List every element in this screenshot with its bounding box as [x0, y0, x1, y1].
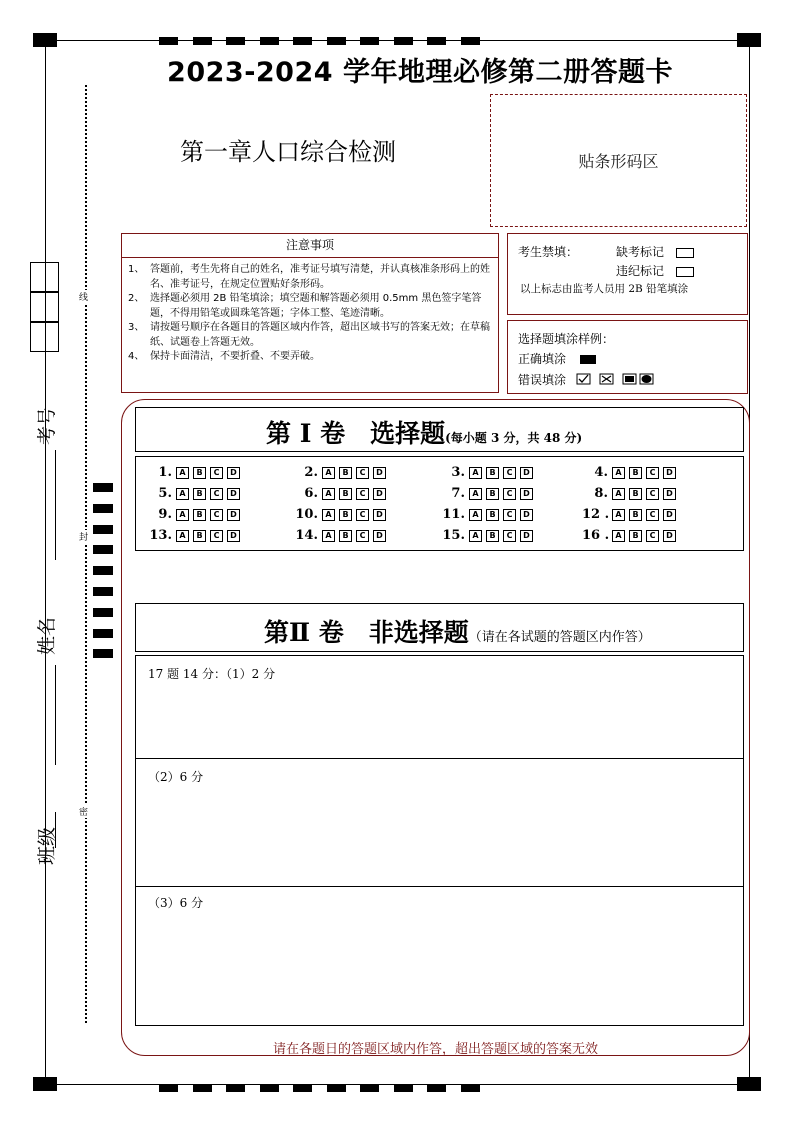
- wrong-fill-examples-icon: [576, 372, 666, 386]
- option-bubble-d[interactable]: D: [520, 530, 533, 542]
- top-timing-mark: [360, 37, 379, 45]
- option-bubble-d[interactable]: D: [373, 530, 386, 542]
- choice-question: [292, 486, 390, 501]
- option-bubble-d[interactable]: D: [663, 488, 676, 500]
- notice-item-text: 选择题必须用 2B 铅笔填涂；填空题和解答题必须用 0.5mm 黑色签字笔答题，不得用铅笔或圆珠笔答题；字体工整、笔迹清晰。: [150, 293, 482, 319]
- notice-item: [128, 321, 492, 350]
- side-timing-mark: [93, 629, 113, 638]
- side-timing-mark: [93, 525, 113, 534]
- option-bubble-a[interactable]: A: [469, 530, 482, 542]
- bottom-timing-mark: [293, 1084, 312, 1092]
- bottom-timing-mark: [394, 1084, 413, 1092]
- option-bubble-b[interactable]: B: [629, 467, 642, 479]
- option-bubble-a[interactable]: A: [469, 467, 482, 479]
- bottom-timing-mark: [327, 1084, 346, 1092]
- option-bubble-c[interactable]: C: [356, 488, 369, 500]
- top-timing-mark: [461, 37, 480, 45]
- side-timing-mark: [93, 587, 113, 596]
- option-bubble-b[interactable]: B: [339, 530, 352, 542]
- option-bubble-b[interactable]: B: [193, 467, 206, 479]
- section2-note: （请在各试题的答题区内作答）: [468, 630, 651, 645]
- option-bubble-b[interactable]: B: [486, 509, 499, 521]
- question-number: 2.: [304, 465, 318, 480]
- option-bubble-b[interactable]: B: [339, 488, 352, 500]
- option-bubble-c[interactable]: C: [356, 467, 369, 479]
- option-bubble-c[interactable]: C: [646, 530, 659, 542]
- option-bubble-a[interactable]: A: [176, 467, 189, 479]
- question-number: 12 .: [582, 507, 610, 522]
- wrong-fill-row: [518, 371, 666, 389]
- notice-item-number: 1、: [128, 264, 145, 275]
- option-bubble-d[interactable]: D: [520, 509, 533, 521]
- question-number: 7.: [451, 486, 465, 501]
- choice-question: [146, 507, 244, 522]
- top-timing-mark: [159, 37, 178, 45]
- option-bubble-c[interactable]: C: [646, 488, 659, 500]
- question-number: 11.: [442, 507, 465, 522]
- seal-text-xian: 线: [79, 290, 88, 303]
- notice-box: [121, 233, 499, 393]
- option-bubble-c[interactable]: C: [503, 467, 516, 479]
- option-bubble-c[interactable]: C: [646, 467, 659, 479]
- option-bubble-d[interactable]: D: [520, 488, 533, 500]
- chapter-title: 第一章人口综合检测: [180, 138, 396, 166]
- option-bubble-a[interactable]: A: [322, 530, 335, 542]
- question-number: 16 .: [582, 528, 610, 543]
- side-timing-mark: [93, 566, 113, 575]
- answer-divider: [136, 886, 743, 887]
- notice-item: [128, 350, 492, 365]
- option-bubble-d[interactable]: D: [663, 530, 676, 542]
- bottom-timing-mark: [226, 1084, 245, 1092]
- option-bubble-c[interactable]: C: [503, 488, 516, 500]
- notice-item-text: 保持卡面清洁，不要折叠、不要弄破。: [150, 351, 320, 362]
- name-label: 姓名: [36, 616, 58, 655]
- exam-number-line[interactable]: [55, 450, 56, 560]
- choice-question: [292, 528, 390, 543]
- seal-dotted-line: [85, 85, 87, 1023]
- option-bubble-b[interactable]: B: [629, 488, 642, 500]
- side-timing-mark: [93, 649, 113, 658]
- absent-mark-row: [616, 243, 694, 260]
- option-bubble-b[interactable]: B: [193, 530, 206, 542]
- question-number: 3.: [451, 465, 465, 480]
- option-bubble-a[interactable]: A: [612, 509, 625, 521]
- option-bubble-a[interactable]: A: [176, 530, 189, 542]
- option-bubble-b[interactable]: B: [339, 467, 352, 479]
- notice-heading: 注意事项: [122, 234, 498, 258]
- id-grid-outline: [30, 262, 59, 352]
- notice-item-number: 3、: [128, 322, 145, 333]
- choice-question: [146, 486, 244, 501]
- correct-fill-label: 正确填涂: [518, 352, 567, 366]
- option-bubble-c[interactable]: C: [210, 488, 223, 500]
- top-timing-mark: [427, 37, 446, 45]
- wrong-fill-label: 错误填涂: [518, 373, 567, 387]
- violation-mark-row: [616, 262, 694, 279]
- option-bubble-d[interactable]: D: [520, 467, 533, 479]
- option-bubble-a[interactable]: A: [469, 509, 482, 521]
- option-bubble-a[interactable]: A: [469, 488, 482, 500]
- option-bubble-a[interactable]: A: [322, 488, 335, 500]
- bottom-timing-mark: [427, 1084, 446, 1092]
- top-timing-mark: [193, 37, 212, 45]
- side-timing-mark: [93, 483, 113, 492]
- seal-text-mi: 密: [79, 805, 88, 818]
- top-timing-mark: [394, 37, 413, 45]
- choice-question: [582, 528, 680, 543]
- side-timing-mark: [93, 608, 113, 617]
- question-number: 6.: [304, 486, 318, 501]
- option-bubble-c[interactable]: C: [210, 509, 223, 521]
- correct-fill-row: [518, 350, 596, 367]
- choice-question: [439, 486, 537, 501]
- notice-item-text: 请按题号顺序在各题目的答题区域内作答，超出区域书写的答案无效；在草稿纸、试题卷上答题无效。: [150, 322, 490, 348]
- barcode-label: 贴条形码区: [578, 152, 659, 171]
- absent-mark-label: 缺考标记: [616, 245, 665, 259]
- choice-question: [439, 465, 537, 480]
- option-bubble-d[interactable]: D: [227, 530, 240, 542]
- section1-note: (每小题 3 分，共 48 分): [445, 431, 583, 445]
- side-timing-mark: [93, 504, 113, 513]
- question-number: 13.: [149, 528, 172, 543]
- option-bubble-b[interactable]: B: [629, 530, 642, 542]
- corner-mark-top-left: [33, 33, 57, 47]
- top-timing-mark: [327, 37, 346, 45]
- question-number: 4.: [594, 465, 608, 480]
- option-bubble-d[interactable]: D: [373, 488, 386, 500]
- bottom-timing-mark: [360, 1084, 379, 1092]
- choice-grid: [135, 456, 744, 551]
- question-number: 1.: [158, 465, 172, 480]
- class-line[interactable]: [55, 812, 56, 848]
- fill-sample-box: [507, 320, 748, 394]
- choice-question: [439, 507, 537, 522]
- option-bubble-c[interactable]: C: [210, 467, 223, 479]
- question-number: 15.: [442, 528, 465, 543]
- violation-mark-box[interactable]: [676, 267, 694, 277]
- option-bubble-a[interactable]: A: [612, 530, 625, 542]
- bottom-timing-mark: [159, 1084, 178, 1092]
- choice-question: [292, 507, 390, 522]
- correct-fill-icon: [580, 355, 596, 364]
- violation-mark-label: 违纪标记: [616, 264, 665, 278]
- option-bubble-b[interactable]: B: [486, 530, 499, 542]
- option-bubble-d[interactable]: D: [227, 509, 240, 521]
- choice-question: [582, 486, 680, 501]
- choice-question: [292, 465, 390, 480]
- option-bubble-a[interactable]: A: [322, 467, 335, 479]
- choice-question: [582, 465, 680, 480]
- option-bubble-b[interactable]: B: [629, 509, 642, 521]
- option-bubble-a[interactable]: A: [612, 467, 625, 479]
- option-bubble-a[interactable]: A: [322, 509, 335, 521]
- option-bubble-d[interactable]: D: [227, 467, 240, 479]
- q17-part1-label: 17 题 14 分：（1）2 分: [148, 667, 276, 681]
- top-timing-mark: [293, 37, 312, 45]
- option-bubble-b[interactable]: B: [339, 509, 352, 521]
- option-bubble-a[interactable]: A: [176, 509, 189, 521]
- forbid-label: 考生禁填：: [518, 245, 579, 259]
- option-bubble-c[interactable]: C: [356, 509, 369, 521]
- barcode-area: [490, 94, 747, 227]
- option-bubble-b[interactable]: B: [486, 488, 499, 500]
- section1-header: [135, 407, 744, 452]
- top-timing-mark: [260, 37, 279, 45]
- name-line[interactable]: [55, 665, 56, 765]
- section2-title: 第Ⅱ 卷 非选择题: [264, 618, 469, 647]
- corner-mark-bottom-right: [737, 1077, 761, 1091]
- side-timing-mark: [93, 545, 113, 554]
- option-bubble-a[interactable]: A: [612, 488, 625, 500]
- option-bubble-d[interactable]: D: [373, 467, 386, 479]
- q17-part3-label: （3）6 分: [148, 896, 204, 910]
- notice-item: [128, 292, 492, 321]
- choice-question: [146, 528, 244, 543]
- option-bubble-c[interactable]: C: [356, 530, 369, 542]
- q17-part2-label: （2）6 分: [148, 770, 204, 784]
- examinee-forbid-box: [507, 233, 748, 315]
- question-number: 14.: [295, 528, 318, 543]
- forbid-note: 以上标志由监考人员用 2B 铅笔填涂: [520, 283, 689, 295]
- option-bubble-a[interactable]: A: [176, 488, 189, 500]
- option-bubble-c[interactable]: C: [646, 509, 659, 521]
- bottom-timing-mark: [193, 1084, 212, 1092]
- option-bubble-d[interactable]: D: [227, 488, 240, 500]
- section2-header: [135, 603, 744, 652]
- choice-question: [582, 507, 680, 522]
- question-number: 8.: [594, 486, 608, 501]
- notice-item-text: 答题前，考生先将自己的姓名，准考证号填写清楚，并认真核准条形码上的姓名、准考证号，在规定位置贴好条形码。: [150, 264, 490, 290]
- corner-mark-bottom-left: [33, 1077, 57, 1091]
- class-label: 班级: [36, 826, 58, 865]
- question-number: 5.: [158, 486, 172, 501]
- top-timing-mark: [226, 37, 245, 45]
- absent-mark-box[interactable]: [676, 248, 694, 258]
- option-bubble-b[interactable]: B: [193, 509, 206, 521]
- answer-divider: [136, 758, 743, 759]
- question-number: 10.: [295, 507, 318, 522]
- option-bubble-c[interactable]: C: [210, 530, 223, 542]
- question-number: 9.: [158, 507, 172, 522]
- option-bubble-c[interactable]: C: [503, 509, 516, 521]
- option-bubble-d[interactable]: D: [373, 509, 386, 521]
- option-bubble-d[interactable]: D: [663, 467, 676, 479]
- choice-question: [146, 465, 244, 480]
- corner-mark-top-right: [737, 33, 761, 47]
- sample-heading: 选择题填涂样例：: [518, 332, 615, 346]
- option-bubble-c[interactable]: C: [503, 530, 516, 542]
- option-bubble-b[interactable]: B: [193, 488, 206, 500]
- exam-number-label: 考号: [36, 406, 58, 445]
- notice-item: [128, 263, 492, 292]
- seal-text-feng: 封: [79, 530, 88, 543]
- option-bubble-d[interactable]: D: [663, 509, 676, 521]
- option-bubble-b[interactable]: B: [486, 467, 499, 479]
- footer-warning: 请在各题日的答题区域内作答，超出答题区域的答案无效: [272, 1042, 598, 1057]
- bottom-timing-mark: [260, 1084, 279, 1092]
- section1-title: 第 I 卷 选择题: [266, 419, 446, 448]
- answer-box-q17[interactable]: [135, 655, 744, 1026]
- choice-question: [439, 528, 537, 543]
- wrong-fill-icons: [576, 375, 666, 389]
- frame-left-line: [45, 47, 46, 1077]
- bottom-timing-mark: [461, 1084, 480, 1092]
- page-title: 2023-2024 学年地理必修第二册答题卡: [167, 57, 673, 88]
- notice-item-number: 2、: [128, 293, 145, 304]
- notice-list: [122, 258, 498, 365]
- notice-item-number: 4、: [128, 351, 145, 362]
